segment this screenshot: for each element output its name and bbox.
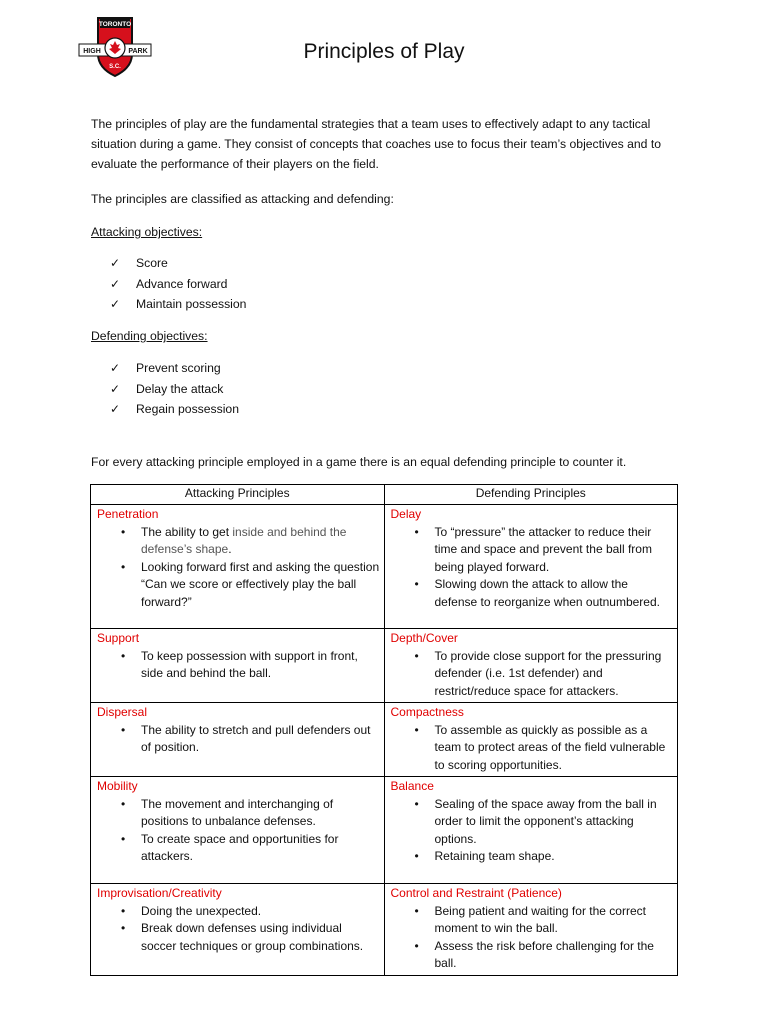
defending-cell bbox=[384, 703, 678, 777]
attacking-cell bbox=[91, 777, 385, 884]
bullet-point: • To provide close support for the pressuring defender (i.e. 1st defender) and restrict/reduce space for attackers. bbox=[435, 648, 674, 701]
attacking-cell bbox=[91, 505, 385, 629]
check-icon: ✓ bbox=[110, 402, 121, 416]
principle-name: Improvisation/Creativity bbox=[97, 886, 222, 900]
defending-cell bbox=[384, 777, 678, 884]
bullet-point: • The ability to get inside and behind the defense’s shape. bbox=[141, 524, 380, 559]
logo-left-text: HIGH bbox=[83, 48, 101, 55]
classified-paragraph: The principles are classified as attacking and defending: bbox=[91, 192, 394, 206]
bullet-point: • Retaining team shape. bbox=[435, 848, 674, 866]
principle-name: Penetration bbox=[97, 507, 159, 521]
defending-cell bbox=[384, 629, 678, 703]
logo-top-text: TORONTO bbox=[98, 21, 132, 28]
attacking-column-header: Attacking Principles bbox=[91, 485, 385, 505]
attacking-objectives-list bbox=[110, 253, 246, 315]
logo-bottom-text: S.C. bbox=[109, 64, 121, 70]
check-icon: ✓ bbox=[110, 276, 121, 291]
attacking-cell bbox=[91, 629, 385, 703]
table-row bbox=[91, 884, 678, 976]
principle-name: Depth/Cover bbox=[390, 631, 458, 645]
principles-table bbox=[90, 484, 678, 976]
check-icon: ✓ bbox=[110, 256, 121, 270]
bullet-point: • The ability to stretch and pull defenders out of position. bbox=[141, 722, 380, 757]
list-item: ✓ Prevent scoring bbox=[110, 358, 239, 379]
principle-name: Mobility bbox=[97, 779, 138, 793]
bullet-point: • To create space and opportunities for attackers. bbox=[141, 831, 380, 866]
bullet-point: • To keep possession with support in front, side and behind the ball. bbox=[141, 648, 380, 683]
check-icon: ✓ bbox=[110, 381, 121, 396]
list-item: ✓ Advance forward bbox=[110, 274, 246, 295]
table-header-row bbox=[91, 485, 678, 505]
defending-objectives-heading: Defending objectives: bbox=[91, 329, 208, 343]
attacking-objectives-heading: Attacking objectives: bbox=[91, 225, 203, 239]
principle-name: Dispersal bbox=[97, 705, 148, 719]
defending-objectives-list bbox=[110, 358, 239, 420]
list-item: ✓ Regain possession bbox=[110, 399, 239, 420]
bullet-point: • Sealing of the space away from the ball in order to limit the opponent’s attacking options. bbox=[435, 796, 674, 849]
principle-name: Control and Restraint (Patience) bbox=[390, 886, 562, 900]
principle-name: Compactness bbox=[390, 705, 464, 719]
check-icon: ✓ bbox=[110, 361, 121, 375]
table-row bbox=[91, 629, 678, 703]
bullet-point: • Assess the risk before challenging for the ball. bbox=[435, 938, 674, 973]
attacking-cell bbox=[91, 884, 385, 976]
bullet-point: • Slowing down the attack to allow the defense to reorganize when outnumbered. bbox=[435, 576, 674, 611]
list-item: ✓ Maintain possession bbox=[110, 294, 246, 315]
list-item: ✓ Score bbox=[110, 253, 246, 274]
attacking-cell bbox=[91, 703, 385, 777]
bullet-point: • To “pressure” the attacker to reduce their time and space and prevent the ball from being played forward. bbox=[435, 524, 674, 577]
defending-cell bbox=[384, 505, 678, 629]
page-title: Principles of Play bbox=[303, 40, 465, 63]
table-row bbox=[91, 777, 678, 884]
bullet-point: • The movement and interchanging of positions to unbalance defenses. bbox=[141, 796, 380, 831]
bullet-point: • To assemble as quickly as possible as a team to protect areas of the field vulnerable to scoring opportunities. bbox=[435, 722, 674, 775]
principle-name: Delay bbox=[390, 507, 422, 521]
defending-cell bbox=[384, 884, 678, 976]
check-icon: ✓ bbox=[110, 297, 121, 311]
bullet-point: • Being patient and waiting for the correct moment to win the ball. bbox=[435, 903, 674, 938]
bullet-point: • Break down defenses using individual soccer techniques or group combinations. bbox=[141, 920, 380, 955]
principle-name: Support bbox=[97, 631, 140, 645]
list-item: ✓ Delay the attack bbox=[110, 379, 239, 400]
principle-name: Balance bbox=[390, 779, 434, 793]
defending-column-header: Defending Principles bbox=[384, 485, 678, 505]
logo-right-text: PARK bbox=[128, 48, 148, 55]
bullet-point: • Doing the unexpected. bbox=[141, 903, 380, 921]
table-row bbox=[91, 703, 678, 777]
bullet-point: • Looking forward first and asking the question “Can we score or effectively play the ball forward?” bbox=[141, 559, 380, 612]
intro-paragraph: The principles of play are the fundamental strategies that a team uses to effectively adapt to any tactical situation during a game. They consist of concepts that coaches use to focus their team’s objectives and to evaluate the performance of their players on the field. bbox=[91, 117, 661, 171]
for-every-paragraph: For every attacking principle employed in a game there is an equal defending principle to counter it. bbox=[91, 455, 627, 469]
table-row bbox=[91, 505, 678, 629]
